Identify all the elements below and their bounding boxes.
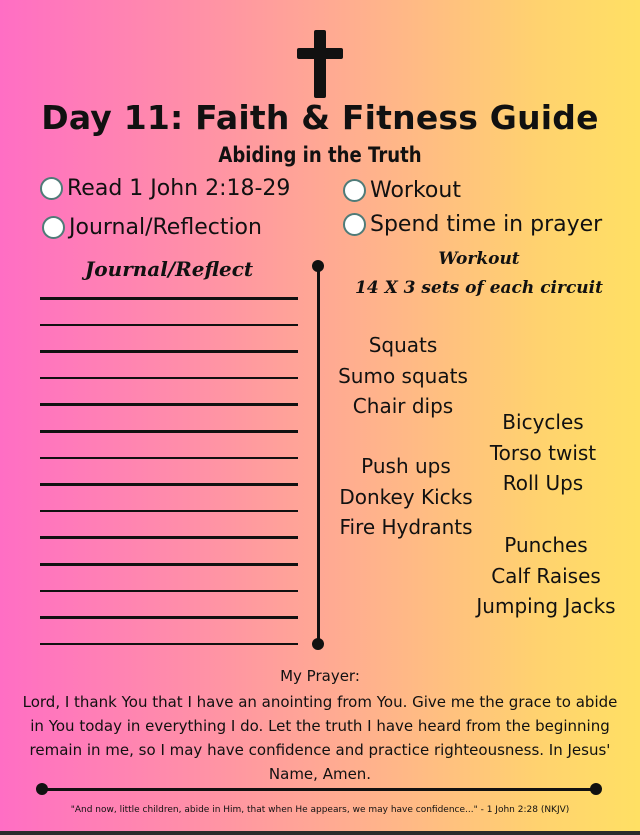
- checkbox-circle-icon[interactable]: [40, 177, 63, 200]
- journal-line[interactable]: [40, 297, 298, 300]
- circuit-2: [480, 407, 606, 499]
- page-title: Day 11: Faith & Fitness Guide: [41, 98, 599, 137]
- journal-line[interactable]: [40, 430, 298, 433]
- journal-line[interactable]: [40, 324, 298, 327]
- journal-line[interactable]: [40, 510, 298, 513]
- journal-line[interactable]: [40, 536, 298, 539]
- checkbox-circle-icon[interactable]: [343, 179, 366, 202]
- checklist-label: Spend time in prayer: [370, 212, 603, 237]
- checklist-item-prayer[interactable]: [343, 212, 602, 237]
- vertical-divider: [317, 266, 320, 644]
- prayer-text: Lord, I thank You that I have an anointing from You. Give me the grace to abide in You today in everything I do. Let the truth I have heard from the beginning remain in me, so I may have confidence and practice righteousness. In Jesus' Name, Amen.: [22, 693, 618, 783]
- workout-title: Workout: [438, 249, 520, 269]
- exercise-item: Jumping Jacks: [476, 594, 616, 618]
- workout-heading: [318, 245, 640, 303]
- horizontal-divider: [40, 788, 596, 791]
- cross-icon: [297, 30, 343, 98]
- prayer-label: My Prayer:: [280, 667, 360, 685]
- checklist-label: Journal/Reflection: [69, 215, 262, 240]
- journal-line[interactable]: [40, 563, 298, 566]
- checklist-label: Read 1 John 2:18-29: [67, 176, 291, 201]
- exercise-item: Torso twist: [489, 440, 597, 465]
- exercise-item: Calf Raises: [491, 563, 601, 588]
- circuit-1: [330, 330, 476, 422]
- checklist-item-journal[interactable]: [42, 215, 262, 240]
- journal-line[interactable]: [40, 590, 298, 593]
- exercise-item: Fire Hydrants: [339, 515, 473, 539]
- exercise-item: Sumo squats: [338, 363, 468, 388]
- exercise-item: Donkey Kicks: [339, 484, 473, 509]
- journal-line[interactable]: [40, 616, 298, 619]
- exercise-item: Chair dips: [352, 394, 454, 418]
- journal-line[interactable]: [40, 377, 298, 380]
- journal-line[interactable]: [40, 350, 298, 353]
- footer-verse: "And now, little children, abide in Him, that when He appears, we may have confidence..." - 1 John 2:28 (NKJV): [70, 805, 570, 815]
- checkbox-circle-icon[interactable]: [42, 216, 65, 239]
- exercise-item: Punches: [504, 533, 588, 557]
- page-subtitle: Abiding in the Truth: [218, 143, 422, 167]
- journal-heading: Journal/Reflect: [84, 257, 254, 281]
- checklist-item-workout[interactable]: [343, 178, 461, 203]
- workout-sets: 14 X 3 sets of each circuit: [355, 278, 603, 298]
- checklist-item-read[interactable]: [40, 176, 290, 201]
- journal-line[interactable]: [40, 403, 298, 406]
- exercise-item: Squats: [368, 333, 438, 357]
- checklist-label: Workout: [370, 178, 461, 203]
- exercise-item: Bicycles: [502, 410, 584, 434]
- bottom-divider-dot-right: [590, 783, 602, 795]
- circuit-4: [464, 530, 628, 622]
- exercise-item: Roll Ups: [502, 471, 584, 495]
- checkbox-circle-icon[interactable]: [343, 213, 366, 236]
- bottom-bar: [0, 831, 640, 835]
- journal-line[interactable]: [40, 457, 298, 460]
- journal-line[interactable]: [40, 483, 298, 486]
- exercise-item: Push ups: [361, 454, 451, 478]
- divider-dot-bottom: [312, 638, 324, 650]
- circuit-3: [330, 451, 482, 543]
- journal-line[interactable]: [40, 643, 298, 646]
